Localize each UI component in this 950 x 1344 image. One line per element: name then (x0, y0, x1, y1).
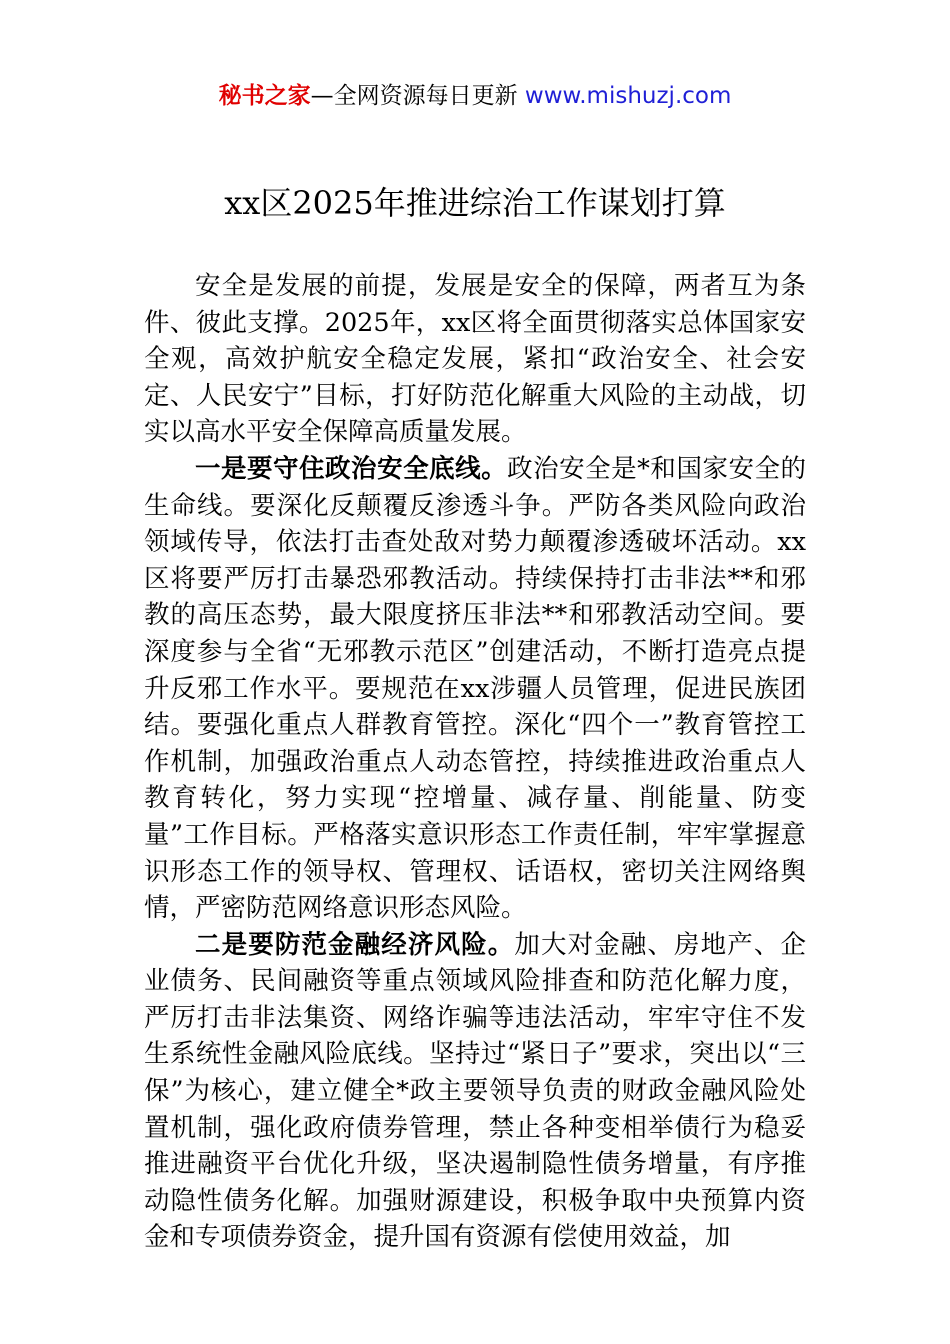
paragraph-political-security (144, 451, 806, 927)
document-body (144, 268, 806, 1256)
paragraph-lead: 二是要防范金融经济风险。 (195, 929, 515, 960)
paragraph-intro (144, 268, 806, 451)
site-brand: 秘书之家 (218, 83, 311, 109)
paragraph-text: 安全是发展的前提，发展是安全的保障，两者互为条件、彼此支撑。2025年，xx区将全面贯彻落实总体国家安全观，高效护航安全稳定发展，紧扣“政治安全、社会安定、人民安宁”目标，打好防范化解重大风险的主动战，切实以高水平安全保障高质量发展。 (144, 271, 806, 448)
header-tagline: 全网资源每日更新 (333, 83, 525, 109)
site-url-link[interactable]: www.mishuzj.com (524, 83, 732, 109)
paragraph-text: 政治安全是*和国家安全的生命线。要深化反颠覆反渗透斗争。严防各类风险向政治领域传导，依法打击查处敌对势力颠覆渗透破坏活动。xx区将要严厉打击暴恐邪教活动。持续保持打击非法**和邪教的高压态势，最大限度挤压非法**和邪教活动空间。要深度参与全省“无邪教示范区”创建活动，不断打造亮点提升反邪工作水平。要规范在xx涉疆人员管理，促进民族团结。要强化重点人群教育管控。深化“四个一”教育管控工作机制，加强政治重点人动态管控，持续推进政治重点人教育转化，努力实现“控增量、减存量、削能量、防变量”工作目标。严格落实意识形态工作责任制，牢牢掌握意识形态工作的领导权、管理权、话语权，密切关注网络舆情，严密防范网络意识形态风险。 (144, 453, 806, 924)
paragraph-text: 加大对金融、房地产、企业债务、民间融资等重点领域风险排查和防范化解力度，严厉打击非法集资、网络诈骗等违法活动，牢牢守住不发生系统性金融风险底线。坚持过“紧日子”要求，突出以“三保”为核心，建立健全*政主要领导负责的财政金融风险处置机制，强化政府债券管理，禁止各种变相举债行为稳妥推进融资平台优化升级，坚决遏制隐性债务增量，有序推动隐性债务化解。加强财源建设，积极争取中央预算内资金和专项债券资金，提升国有资源有偿使用效益，加 (144, 929, 806, 1253)
header-dash: — (310, 83, 334, 109)
paragraph-financial-risk (144, 927, 806, 1256)
paragraph-lead: 一是要守住政治安全底线。 (195, 453, 508, 484)
site-header (0, 80, 950, 112)
document-title: xx区2025年推进综治工作谋划打算 (224, 184, 726, 222)
